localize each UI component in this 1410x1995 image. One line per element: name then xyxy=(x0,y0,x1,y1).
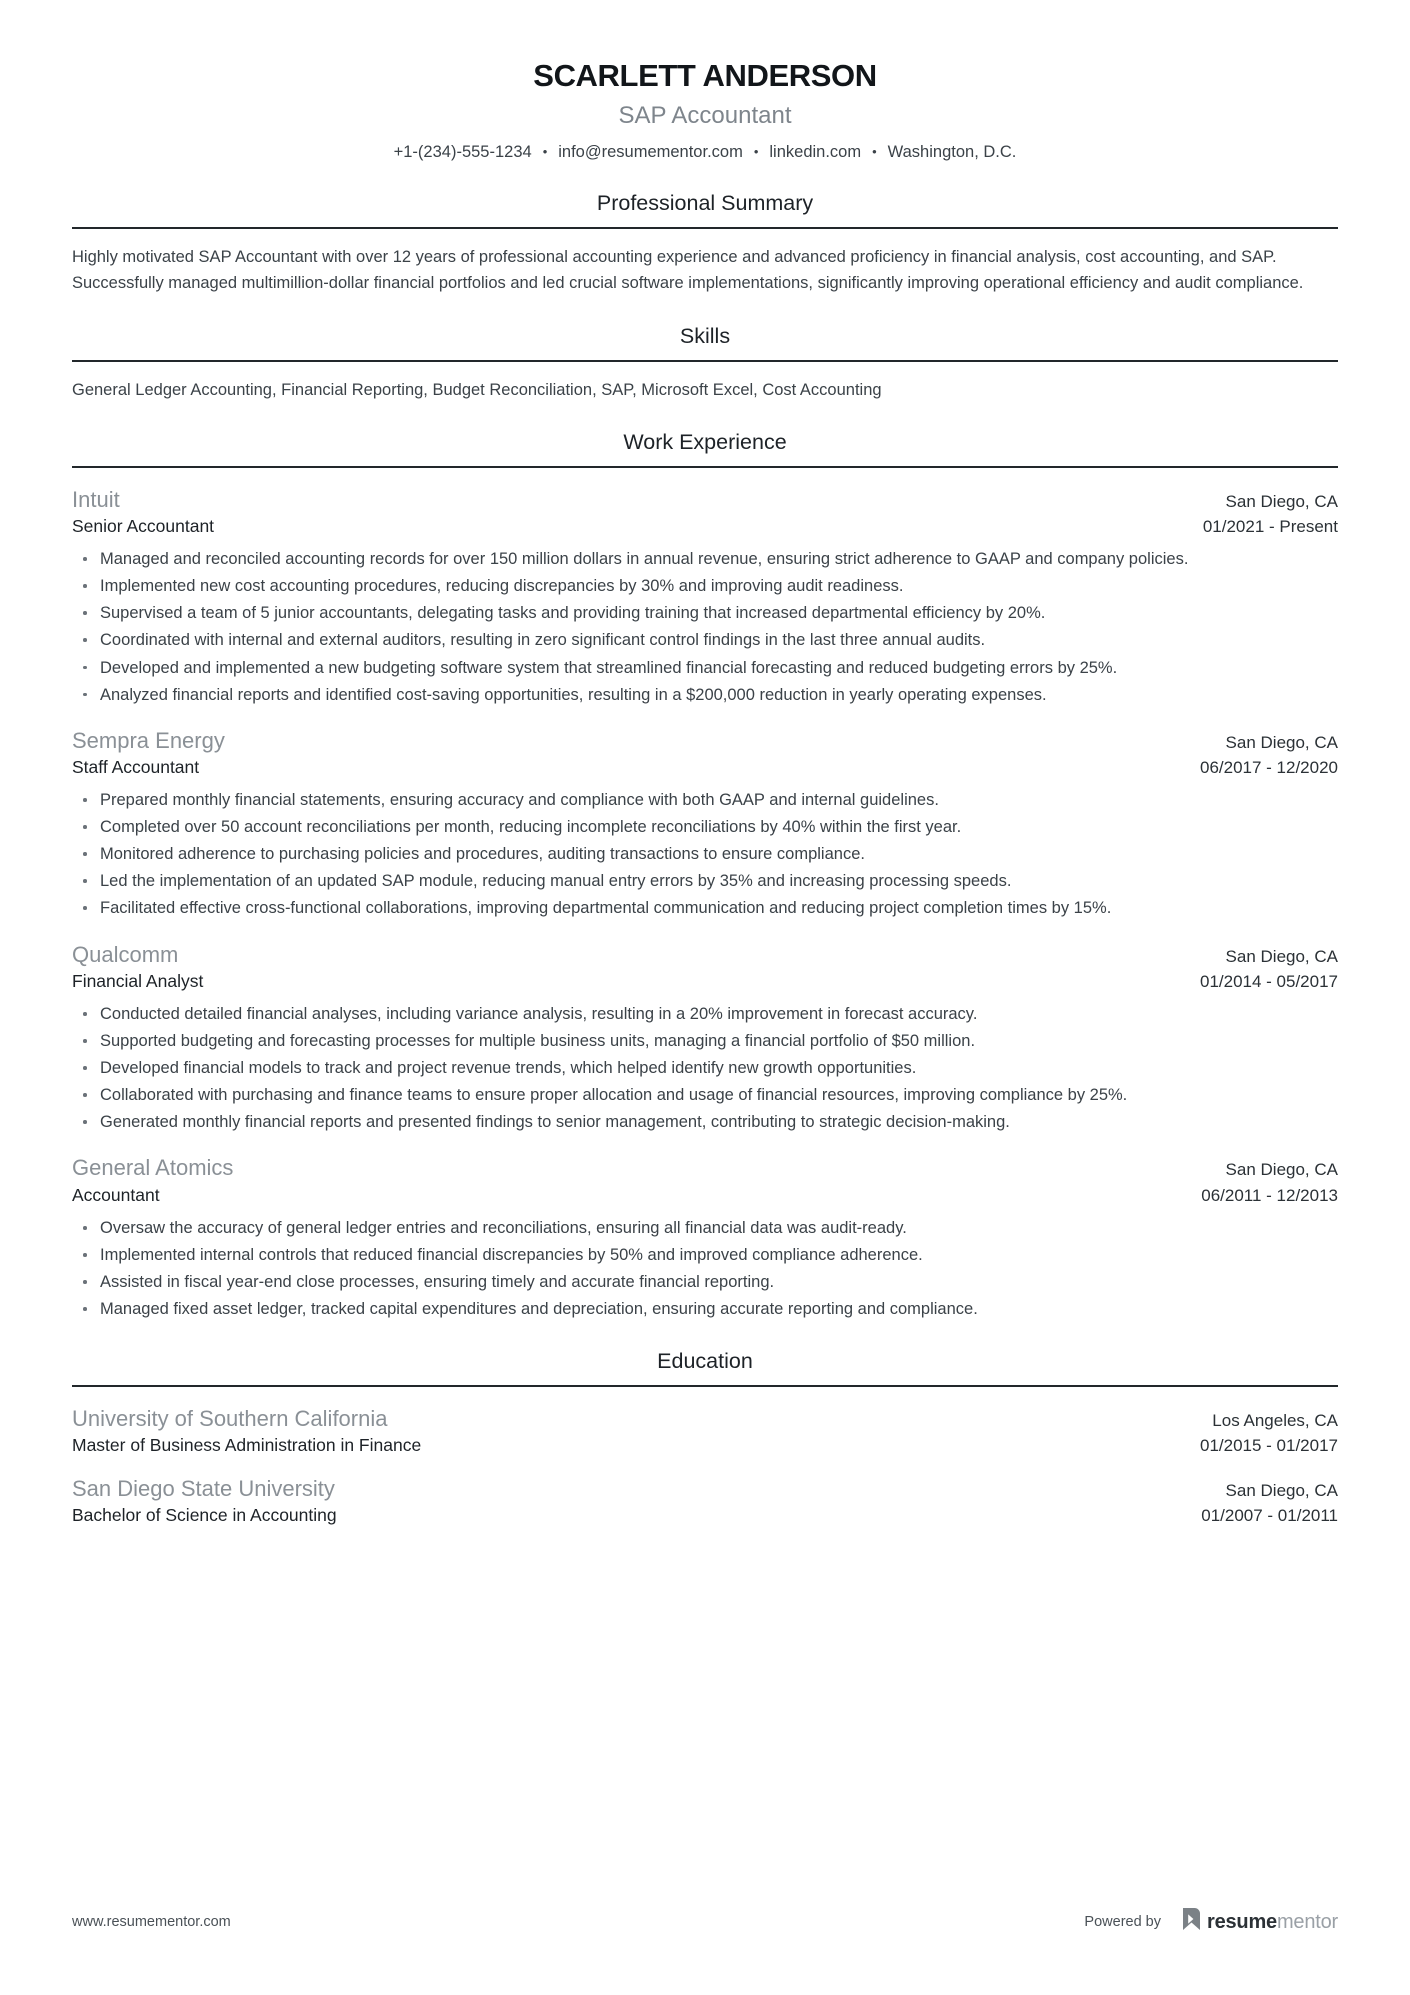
contact-phone[interactable]: +1-(234)-555-1234 xyxy=(393,143,532,162)
employer-location: San Diego, CA xyxy=(1225,1160,1338,1180)
section-title-education: Education xyxy=(657,1349,753,1374)
responsibility-item: Supervised a team of 5 junior accountants, delegating tasks and providing training that increased departmental efficiency by 20%. xyxy=(72,600,1338,626)
experience-entry-header xyxy=(72,485,1338,514)
employment-dates: 06/2017 - 12/2020 xyxy=(1199,758,1338,778)
section-title-skills: Skills xyxy=(679,324,731,349)
contact-separator-icon: • xyxy=(542,144,548,160)
experience-entry-subheader xyxy=(72,1183,1338,1208)
school-location: San Diego, CA xyxy=(1225,1480,1338,1500)
responsibility-list xyxy=(72,1215,1338,1322)
candidate-name: SCARLETT ANDERSON xyxy=(533,58,877,93)
employer-location: San Diego, CA xyxy=(1225,491,1338,511)
employer-name: General Atomics xyxy=(72,1155,234,1181)
experience-entry xyxy=(72,1153,1338,1322)
powered-by-label: Powered by xyxy=(1084,1913,1161,1930)
employer-name: Sempra Energy xyxy=(72,727,225,753)
footer-website-url[interactable]: www.resumementor.com xyxy=(72,1913,231,1930)
responsibility-item: Developed and implemented a new budgeting software system that streamlined financial forecasting and reduced budgeting errors by 25%. xyxy=(72,655,1338,681)
responsibility-item: Analyzed financial reports and identified cost-saving opportunities, resulting in a $200,000 reduction in yearly operating expenses. xyxy=(72,682,1338,708)
responsibility-item: Generated monthly financial reports and presented findings to senior management, contributing to strategic decision-making. xyxy=(72,1109,1338,1135)
employment-dates: 01/2021 - Present xyxy=(1202,517,1338,537)
responsibility-item: Monitored adherence to purchasing policies and procedures, auditing transactions to ensure compliance. xyxy=(72,841,1338,867)
skills-body xyxy=(72,362,1338,403)
responsibility-item: Prepared monthly financial statements, ensuring accuracy and compliance with both GAAP and internal guidelines. xyxy=(72,787,1338,813)
education-entry-subheader xyxy=(72,1433,1338,1458)
employment-dates: 06/2011 - 12/2013 xyxy=(1201,1185,1338,1205)
experience-entry-subheader xyxy=(72,514,1338,539)
section-skills xyxy=(72,323,1338,403)
contact-linkedin[interactable]: linkedin.com xyxy=(769,143,862,162)
employer-location: San Diego, CA xyxy=(1225,732,1338,752)
responsibility-item: Oversaw the accuracy of general ledger entries and reconciliations, ensuring all financial data was audit-ready. xyxy=(72,1215,1338,1241)
education-dates: 01/2015 - 01/2017 xyxy=(1199,1436,1338,1456)
experience-entry-header xyxy=(72,1153,1338,1182)
section-professional-summary xyxy=(72,190,1338,297)
contact-separator-icon: • xyxy=(872,144,877,160)
contact-email[interactable]: info@resumementor.com xyxy=(558,143,743,162)
job-title: Staff Accountant xyxy=(72,757,200,778)
summary-body xyxy=(72,229,1338,297)
responsibility-item: Led the implementation of an updated SAP module, reducing manual entry errors by 35% and increasing processing speeds. xyxy=(72,868,1338,894)
contact-separator-icon: • xyxy=(753,144,759,160)
responsibility-item: Managed and reconciled accounting records for over 150 million dollars in annual revenue, ensuring strict adherence to GAAP and company policies. xyxy=(72,546,1338,572)
school-location: Los Angeles, CA xyxy=(1212,1410,1338,1430)
employer-location: San Diego, CA xyxy=(1225,946,1338,966)
employment-dates: 01/2014 - 05/2017 xyxy=(1199,972,1338,991)
section-title-summary: Professional Summary xyxy=(596,191,814,216)
responsibility-list xyxy=(72,546,1338,707)
responsibility-item: Facilitated effective cross-functional collaborations, improving departmental communication and reducing project completion times by 15%. xyxy=(72,895,1338,921)
education-entry-header xyxy=(72,1404,1338,1433)
job-title: Accountant xyxy=(72,1184,160,1205)
responsibility-item: Collaborated with purchasing and finance teams to ensure proper allocation and usage of financial resources, improving compliance by 25%. xyxy=(72,1082,1338,1108)
degree-name: Bachelor of Science in Accounting xyxy=(72,1505,337,1526)
experience-entry xyxy=(72,726,1338,922)
job-title: Financial Analyst xyxy=(72,971,204,991)
summary-text: Highly motivated SAP Accountant with over 12 years of professional accounting experience and advanced proficiency in financial analysis, cost accounting, and SAP. Successfully managed multimillion-dollar financial portfolios and led crucial software implementations, significantly improving operational efficiency and audit compliance. xyxy=(72,247,1304,293)
responsibility-item: Implemented internal controls that reduced financial discrepancies by 50% and improved compliance adherence. xyxy=(72,1242,1338,1268)
footer-branding xyxy=(1084,1908,1338,1935)
responsibility-item: Supported budgeting and forecasting processes for multiple business units, managing a financial portfolio of $50 million. xyxy=(72,1028,1338,1054)
candidate-job-title: SAP Accountant xyxy=(618,101,792,129)
responsibility-item: Coordinated with internal and external auditors, resulting in zero significant control findings in the last three annual audits. xyxy=(72,627,1338,653)
experience-entry-header xyxy=(72,940,1338,969)
education-entry-subheader xyxy=(72,1503,1338,1528)
education-entry xyxy=(72,1404,1338,1459)
logo-wordmark xyxy=(1207,1912,1338,1932)
responsibility-item: Assisted in fiscal year-end close processes, ensuring timely and accurate financial reporting. xyxy=(72,1269,1338,1295)
resume-header xyxy=(72,0,1338,164)
responsibility-item: Completed over 50 account reconciliations per month, reducing incomplete reconciliations by 40% within the first year. xyxy=(72,814,1338,840)
school-name: San Diego State University xyxy=(72,1475,335,1501)
section-work-experience xyxy=(72,429,1338,1322)
experience-entry xyxy=(72,485,1338,708)
experience-entry-subheader xyxy=(72,969,1338,994)
responsibility-list xyxy=(72,787,1338,921)
degree-name: Master of Business Administration in Finance xyxy=(72,1435,422,1456)
logo-text-resume: resume xyxy=(1207,1910,1277,1933)
employer-name: Intuit xyxy=(72,486,120,512)
experience-entry xyxy=(72,940,1338,1136)
logo-text-mentor: mentor xyxy=(1276,1910,1338,1933)
education-dates: 01/2007 - 01/2011 xyxy=(1201,1506,1338,1526)
responsibility-item: Implemented new cost accounting procedures, reducing discrepancies by 30% and improving audit readiness. xyxy=(72,573,1338,599)
school-name: University of Southern California xyxy=(72,1405,388,1431)
bookmark-icon xyxy=(1183,1908,1200,1935)
experience-entry-subheader xyxy=(72,755,1338,780)
experience-entry-header xyxy=(72,726,1338,755)
responsibility-item: Managed fixed asset ledger, tracked capital expenditures and depreciation, ensuring accurate reporting and compliance. xyxy=(72,1296,1338,1322)
responsibility-list xyxy=(72,1001,1338,1135)
education-entry-header xyxy=(72,1474,1338,1503)
job-title: Senior Accountant xyxy=(72,516,215,537)
contact-line xyxy=(72,141,1338,164)
section-education xyxy=(72,1348,1338,1528)
section-title-experience: Work Experience xyxy=(623,430,787,455)
education-entry xyxy=(72,1474,1338,1529)
employer-name: Qualcomm xyxy=(72,941,179,967)
page-footer xyxy=(72,1908,1338,1935)
experience-entries xyxy=(72,468,1338,1323)
resumementor-logo[interactable] xyxy=(1183,1908,1338,1935)
responsibility-item: Conducted detailed financial analyses, including variance analysis, resulting in a 20% improvement in forecast accuracy. xyxy=(72,1001,1338,1027)
education-entries xyxy=(72,1387,1338,1529)
skills-list: General Ledger Accounting, Financial Reporting, Budget Reconciliation, SAP, Microsoft Excel, Cost Accounting xyxy=(72,380,882,399)
responsibility-item: Developed financial models to track and project revenue trends, which helped identify new growth opportunities. xyxy=(72,1055,1338,1081)
contact-location: Washington, D.C. xyxy=(887,143,1017,162)
